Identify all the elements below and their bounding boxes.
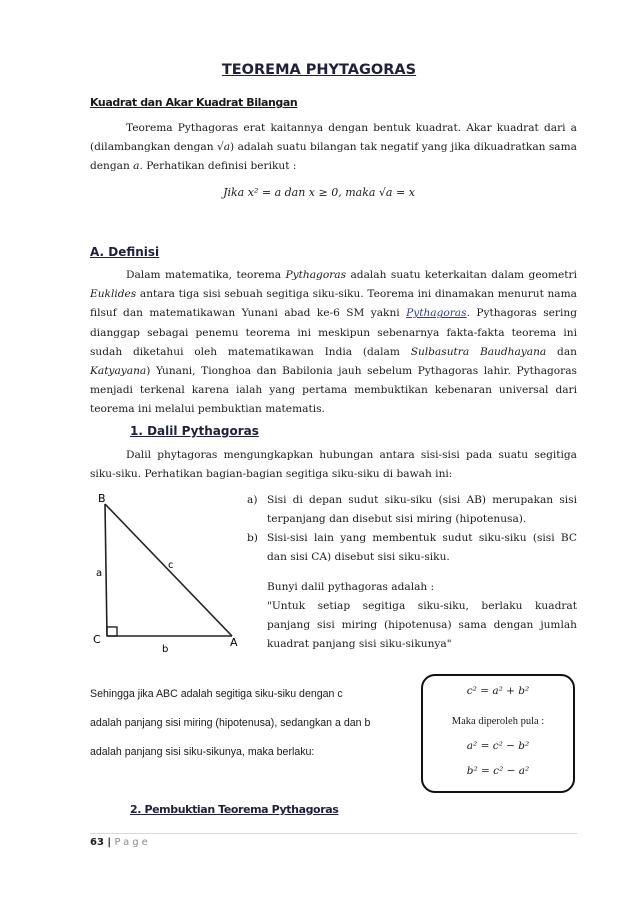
list-item: b) Sisi-sisi lain yang membentuk sudut siku-siku (sisi BC dan sisi CA) disebut sisi siku-siku. bbox=[247, 532, 577, 563]
formula-note: Maka diperoleh pula : bbox=[451, 716, 545, 727]
right-triangle-diagram bbox=[90, 490, 250, 660]
page-title: TEOREMA PHYTAGORAS bbox=[221, 62, 417, 78]
sehingga-line-2: adalah panjang sisi miring (hipotenusa), sedangkan a dan b bbox=[90, 717, 371, 729]
triangle-parts-list bbox=[247, 491, 577, 567]
formula-b-squared: b² = c² − a² bbox=[466, 765, 530, 777]
page-footer: 63 | Page bbox=[90, 837, 151, 848]
sehingga-line-3: adalah panjang sisi siku-sikunya, maka berlaku: bbox=[90, 746, 315, 758]
formula-c-squared: c² = a² + b² bbox=[466, 685, 530, 697]
subheading: Kuadrat dan Akar Kuadrat Bilangan bbox=[90, 96, 298, 109]
formula-a-squared: a² = c² − b² bbox=[466, 740, 530, 752]
sehingga-line-1: Sehingga jika ABC adalah segitiga siku-siku dengan c bbox=[90, 688, 343, 700]
sqrt-a: √a bbox=[216, 141, 231, 154]
label-A: A bbox=[230, 636, 238, 649]
definition-paragraph: Dalam matematika, teorema Pythagoras adalah suatu keterkaitan dalam geometri Euklides antara tiga sisi sebuah segitiga siku-siku. Teorema ini dinamakan menurut nama filsuf dan matematikawan Yunani abad ke-6 SM yakni Pythagoras. Pythagoras sering dianggap sebagai penemu teorema ini meskipun sebenarnya fakta-fakta teorema ini sudah diketahui oleh matematikawan India (dalam Sulbasutra Baudhayana dan Katyayana) Yunani, Tionghoa dan Babilonia jauh sebelum Pythagoras lahir. Pythagoras menjadi terkenal karena ialah yang pertama membuktikan kebenaran universal dari teorema ini melalui pembuktian matematis. bbox=[90, 269, 578, 416]
section-1-heading: 1. Dalil Pythagoras bbox=[130, 424, 259, 438]
dalil-statement: Bunyi dalil pythagoras adalah : "Untuk setiap segitiga siku-siku, berlaku kuadrat panjang sisi miring (hipotenusa) sama dengan jumlah kuadrat panjang sisi siku-sikunya" bbox=[267, 581, 577, 650]
intro-paragraph: Teorema Pythagoras erat kaitannya dengan bentuk kuadrat. Akar kuadrat dari a (dilambangkan dengan √a) adalah suatu bilangan tak negatif yang jika dikuadratkan sama dengan a. Perhatikan definisi berikut : bbox=[90, 122, 577, 173]
right-angle-mark bbox=[107, 627, 117, 636]
list-item: a) Sisi di depan sudut siku-siku (sisi AB) merupakan sisi terpanjang dan disebut sisi miring (hipotenusa). bbox=[247, 494, 577, 525]
label-b: b bbox=[162, 644, 169, 655]
label-a: a bbox=[96, 568, 103, 579]
label-C: C bbox=[93, 633, 101, 646]
section-2-heading: 2. Pembuktian Teorema Pythagoras bbox=[130, 803, 339, 816]
pythagoras-link[interactable]: Pythagoras bbox=[406, 307, 467, 320]
section-a-heading: A. Definisi bbox=[90, 245, 160, 259]
footer-divider bbox=[90, 833, 577, 834]
page-number: 63 bbox=[90, 837, 104, 848]
side-a bbox=[105, 504, 107, 636]
dalil-paragraph: Dalil phytagoras mengungkapkan hubungan antara sisi-sisi pada suatu segitiga siku-siku. Perhatikan bagian-bagian segitiga siku-siku di bawah ini: bbox=[90, 449, 577, 481]
definition-formula: Jika x² = a dan x ≥ 0, maka √a = x bbox=[223, 186, 415, 199]
label-B: B bbox=[98, 492, 106, 505]
formula-box bbox=[421, 674, 575, 793]
label-c: c bbox=[168, 560, 174, 571]
page-label: Page bbox=[114, 837, 151, 848]
